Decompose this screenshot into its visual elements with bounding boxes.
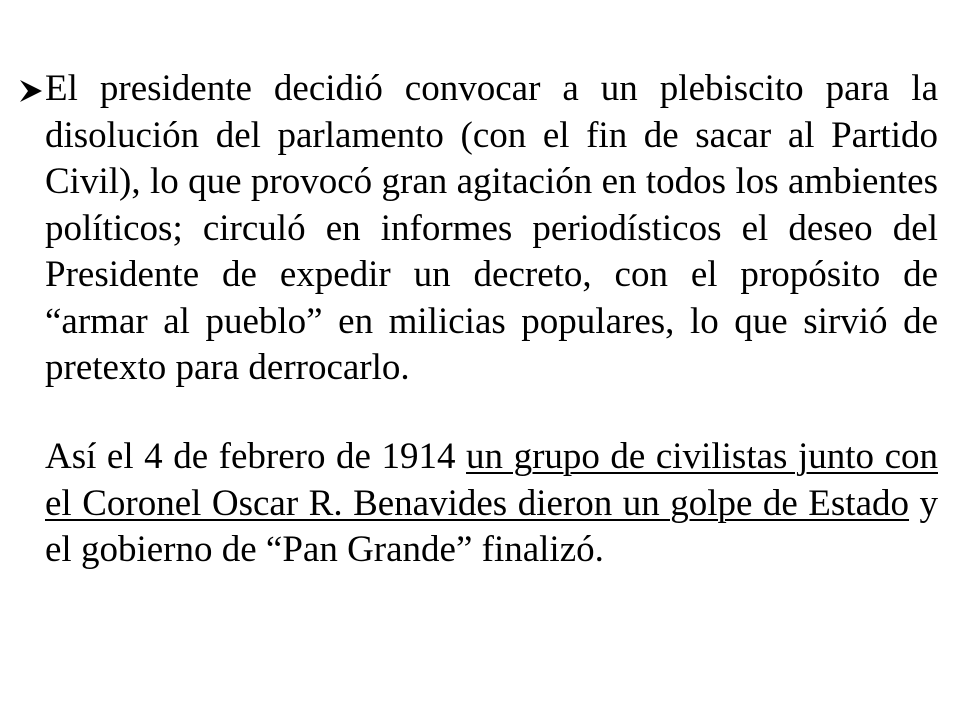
bullet-text: El presidente decidió convocar a un plebiscito para la disolución del parlamento (con el fin de sacar al Partido Civil), lo que provocó gran agitación en todos los ambientes políticos; circuló en informes periodísticos el deseo del Presidente de expedir un decreto, con el propósito de “armar al pueblo” en milicias populares, lo que sirvió de pretexto para derrocarlo.	[45, 68, 938, 388]
underlined-text: un grupo de civilistas junto con el Coronel Oscar R. Benavides dieron un golpe de Estado	[45, 436, 938, 524]
bullet-item	[18, 66, 938, 392]
body-paragraph	[45, 434, 938, 574]
arrow-bullet-icon	[18, 78, 44, 104]
paragraph-text-before: Así el 4 de febrero de 1914	[45, 436, 467, 477]
paragraph-text-after: y el gobierno de “Pan Grande” finalizó.	[45, 482, 939, 570]
